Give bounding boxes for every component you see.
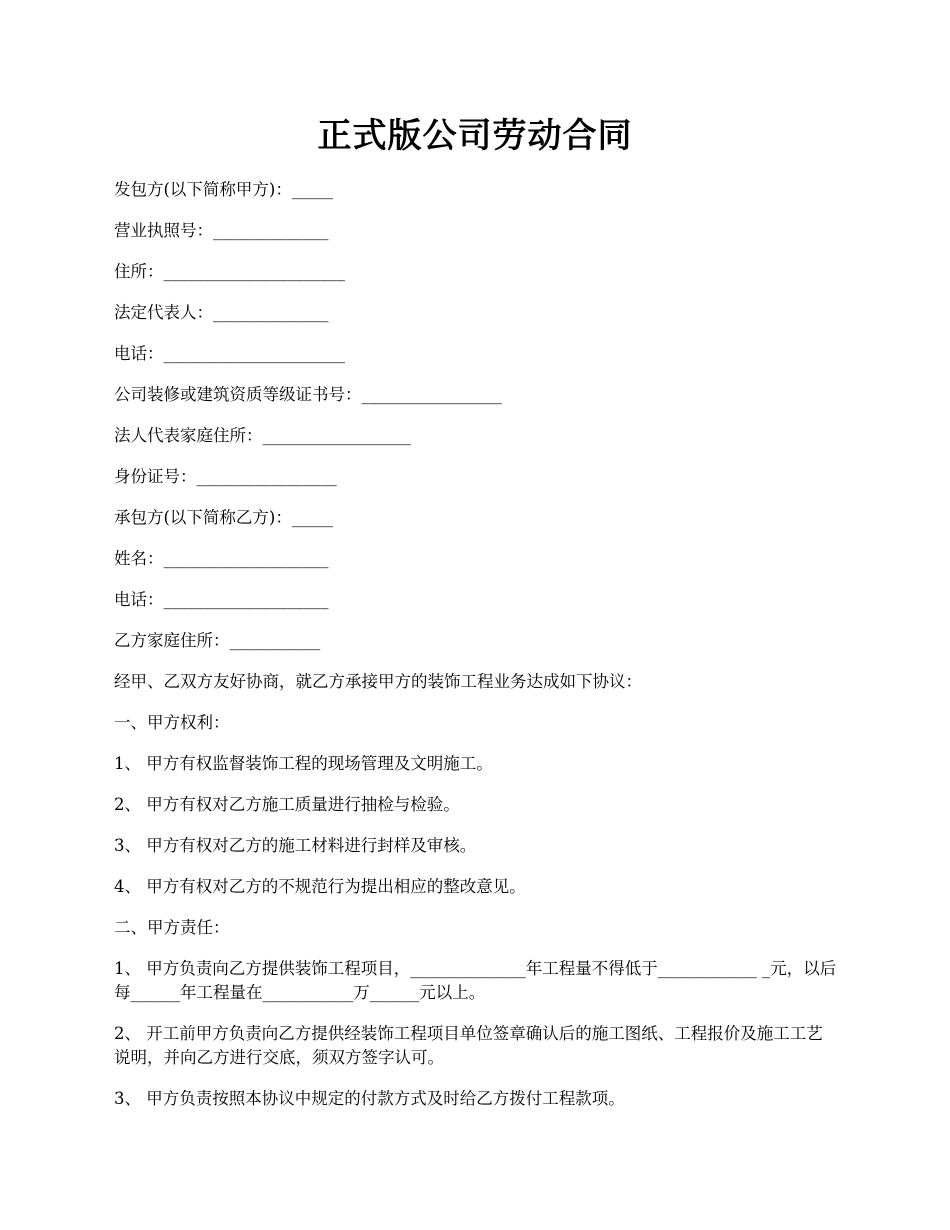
agreement-intro: 经甲、乙双方友好协商，就乙方承接甲方的装饰工程业务达成如下协议： <box>114 672 642 691</box>
phone-line-a: 电话：______________________ <box>114 344 345 363</box>
rights-item-1: 1、 甲方有权监督装饰工程的现场管理及文明施工。 <box>114 754 493 773</box>
id-number-line: 身份证号：_________________ <box>114 467 337 486</box>
legal-representative-line: 法定代表人：______________ <box>114 303 329 322</box>
rights-item-4: 4、 甲方有权对乙方的不规范行为提出相应的整改意见。 <box>114 877 526 896</box>
party-b-home-line: 乙方家庭住所：___________ <box>114 631 321 650</box>
party-a-line: 发包方(以下简称甲方)：_____ <box>114 180 334 199</box>
business-license-line: 营业执照号：______________ <box>114 221 329 240</box>
duties-item-3: 3、 甲方负责按照本协议中规定的付款方式及时给乙方拨付工程款项。 <box>114 1089 625 1108</box>
address-line: 住所：______________________ <box>114 262 345 281</box>
rights-item-2: 2、 甲方有权对乙方施工质量进行抽检与检验。 <box>114 795 460 814</box>
rights-item-3: 3、 甲方有权对乙方的施工材料进行封样及审核。 <box>114 836 477 855</box>
party-b-line: 承包方(以下简称乙方)：_____ <box>114 508 334 527</box>
duties-item-2: 2、 开工前甲方负责向乙方提供经装饰工程项目单位签章确认后的施工图纸、工程报价及施工工艺说明，并向乙方进行交底，须双方签字认可。 <box>114 1024 823 1067</box>
section-heading-duties: 二、甲方责任： <box>114 918 230 937</box>
phone-line-b: 电话：____________________ <box>114 590 329 609</box>
name-line: 姓名：____________________ <box>114 549 329 568</box>
qualification-cert-line: 公司装修或建筑资质等级证书号：_________________ <box>114 385 502 404</box>
section-heading-rights: 一、甲方权利： <box>114 713 230 732</box>
document-title: 正式版公司劳动合同 <box>317 116 633 156</box>
document-body <box>114 178 838 1128</box>
duties-item-1: 1、 甲方负责向乙方提供装饰工程项目，______________年工程量不得低于____________ _元，以后每______年工程量在___________万______元以上。 <box>114 959 837 1002</box>
representative-home-line: 法人代表家庭住所：__________________ <box>114 426 411 445</box>
